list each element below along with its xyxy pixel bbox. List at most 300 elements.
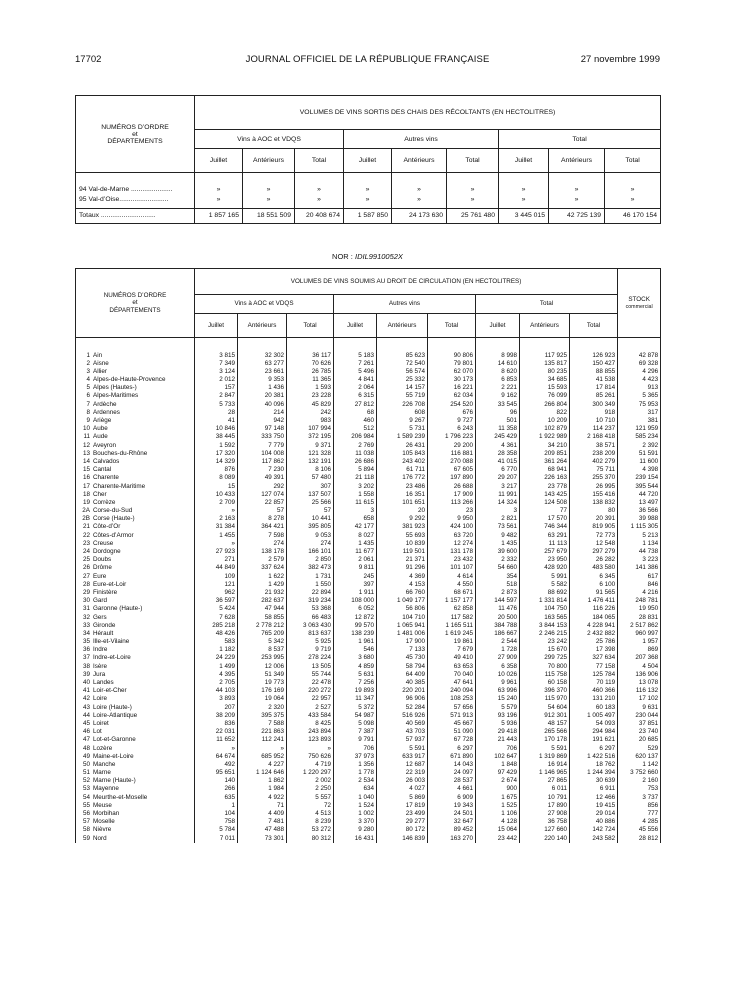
value-cell: 245 429	[476, 433, 520, 441]
value-cell: 571 913	[428, 712, 476, 720]
value-cell: 5 365	[618, 392, 661, 400]
value-cell: 5 733	[195, 401, 238, 409]
value-cell: 89 452	[428, 826, 476, 834]
department-name: Alpes-Maritimes	[93, 392, 139, 400]
department-cell	[76, 818, 195, 826]
department-cell	[76, 589, 195, 597]
spacer-cell	[195, 338, 238, 352]
value-cell: 243 402	[377, 458, 428, 466]
department-cell	[76, 450, 195, 458]
value-cell: 28 537	[428, 777, 476, 785]
value-cell: 76 099	[520, 392, 570, 400]
dep-header-line: et	[132, 299, 138, 307]
value-cell: 116 132	[618, 687, 661, 695]
value-cell: 876	[195, 466, 238, 474]
department-cell	[76, 442, 195, 450]
value-cell: 2 705	[195, 679, 238, 687]
spacer-cell	[287, 338, 334, 352]
value-cell: 121	[195, 581, 238, 589]
dep-header-line: et	[132, 130, 138, 138]
department-name: Doubs	[93, 556, 112, 564]
value-cell: 207	[195, 704, 238, 712]
value-cell: 516 926	[377, 712, 428, 720]
value-cell: 1 862	[238, 777, 287, 785]
value-cell: 10 209	[520, 417, 570, 425]
spacer-cell	[618, 338, 661, 352]
value-cell: 395 375	[238, 712, 287, 720]
value-cell: 4 361	[476, 442, 520, 450]
department-number: 46	[82, 728, 90, 736]
department-number: 51	[82, 769, 90, 777]
value-cell: 29 207	[476, 474, 520, 482]
value-cell: 55 693	[377, 532, 428, 540]
value-cell: 3 217	[476, 483, 520, 491]
department-cell	[76, 769, 195, 777]
value-cell: 4 228 941	[570, 622, 618, 630]
value-cell: 57	[238, 507, 287, 515]
value-cell: 4 614	[428, 573, 476, 581]
value-cell: 3 223	[618, 556, 661, 564]
value-cell: 109	[195, 573, 238, 581]
value-cell: 170 178	[520, 736, 570, 744]
value-cell: »	[243, 195, 295, 205]
department-cell	[76, 523, 195, 531]
value-cell: 17 570	[520, 515, 570, 523]
department-cell	[76, 745, 195, 753]
value-cell: 7 256	[334, 679, 377, 687]
table-row	[76, 491, 661, 499]
total-value: 1 587 850	[344, 209, 392, 224]
table-row	[76, 483, 661, 491]
table-wines-circulation	[75, 268, 661, 843]
value-cell: 265 566	[520, 728, 570, 736]
value-cell: 22 478	[287, 679, 334, 687]
department-cell	[76, 835, 195, 843]
table-row	[76, 474, 661, 482]
value-cell: 6 297	[428, 745, 476, 753]
value-cell: 104 008	[238, 450, 287, 458]
spacer-cell	[76, 173, 195, 185]
department-number: 50	[82, 760, 90, 768]
value-cell: 402 279	[570, 458, 618, 466]
value-cell: 11 677	[334, 548, 377, 556]
value-cell: 15 064	[476, 826, 520, 834]
spacer-cell	[428, 338, 476, 352]
value-cell: 433 584	[287, 712, 334, 720]
group-aoc: Vins à AOC et VDQS	[195, 130, 344, 149]
value-cell: 19 861	[428, 638, 476, 646]
spacer-cell	[447, 173, 499, 185]
value-cell: 23 242	[520, 638, 570, 646]
value-cell: 39 988	[618, 515, 661, 523]
dep-header-line: NUMÉROS D’ORDRE	[103, 292, 167, 300]
value-cell: 10 846	[195, 425, 238, 433]
value-cell: 117 582	[428, 614, 476, 622]
value-cell: 9 292	[377, 515, 428, 523]
value-cell: 2 432 882	[570, 630, 618, 638]
department-name: Morbihan	[93, 810, 120, 817]
department-number: 18	[82, 490, 90, 498]
department-cell	[76, 687, 195, 695]
value-cell: 220 272	[287, 687, 334, 695]
value-cell: 676	[428, 409, 476, 417]
subcol-header: Juillet	[476, 314, 520, 338]
value-cell: 20 381	[238, 392, 287, 400]
department-cell	[76, 646, 195, 654]
total-value: 18 551 509	[243, 209, 295, 224]
value-cell: 102 647	[476, 753, 520, 761]
stock-col-header	[618, 269, 661, 338]
value-cell: 7 349	[195, 360, 238, 368]
department-name: Alpes (Hautes-)	[93, 384, 137, 392]
department-cell	[76, 458, 195, 466]
value-cell: 102 879	[520, 425, 570, 433]
value-cell: 1 558	[334, 491, 377, 499]
value-cell: 16 431	[334, 835, 377, 843]
value-cell: 2 012	[195, 376, 238, 384]
spacer-cell	[238, 338, 287, 352]
department-cell	[76, 638, 195, 646]
value-cell: 5 098	[334, 720, 377, 728]
department-name: Eure	[93, 572, 107, 580]
value-cell: 913	[618, 384, 661, 392]
main-title: VOLUMES DE VINS SORTIS DES CHAIS DES RÉCOLTANTS (EN HECTOLITRES)	[195, 96, 661, 130]
value-cell: 5 936	[476, 720, 520, 728]
value-cell: 518	[476, 581, 520, 589]
value-cell: 97 148	[238, 425, 287, 433]
value-cell: 6 052	[334, 605, 377, 613]
subcol-header: Antérieurs	[243, 149, 295, 173]
value-cell: 750 626	[287, 753, 334, 761]
subcol-header: Antérieurs	[549, 149, 605, 173]
value-cell: 9 791	[334, 736, 377, 744]
value-cell: 706	[476, 745, 520, 753]
value-cell: 381	[618, 417, 661, 425]
value-cell: 12 466	[570, 794, 618, 802]
department-number: 33	[82, 621, 90, 629]
value-cell: 9 950	[428, 515, 476, 523]
group-total: Total	[476, 295, 618, 314]
value-cell: 384 788	[476, 622, 520, 630]
department-number: 48	[82, 744, 90, 752]
spacer-cell	[243, 173, 295, 185]
value-cell: 25 786	[570, 638, 618, 646]
value-cell: 3 370	[334, 818, 377, 826]
value-cell: 11 991	[476, 491, 520, 499]
department-cell	[76, 736, 195, 744]
value-cell: 141 386	[618, 564, 661, 572]
value-cell: 1 435	[334, 540, 377, 548]
department-number: 36	[82, 646, 90, 654]
value-cell: 1 331 814	[520, 597, 570, 605]
value-cell: 85 261	[570, 392, 618, 400]
value-cell: 243 582	[570, 835, 618, 843]
department-number: 47	[82, 736, 90, 744]
value-cell: 88 692	[520, 589, 570, 597]
value-cell: 983	[287, 417, 334, 425]
value-cell: 23 442	[476, 835, 520, 843]
value-cell: 29 277	[377, 818, 428, 826]
value-cell: »	[392, 195, 447, 205]
value-cell: 138 178	[238, 548, 287, 556]
value-cell: 1 984	[238, 785, 287, 793]
spacer-cell	[392, 173, 447, 185]
value-cell: 2 527	[287, 704, 334, 712]
department-name: Gard	[93, 597, 107, 605]
department-cell	[76, 785, 195, 793]
table-row	[76, 360, 661, 368]
value-cell: 77 158	[570, 663, 618, 671]
subcol-header: Total	[570, 314, 618, 338]
table-wines-from-cellars	[75, 95, 661, 224]
table-row	[76, 777, 661, 785]
value-cell: 45 667	[428, 720, 476, 728]
value-cell: 36 566	[618, 507, 661, 515]
value-cell: 266 804	[520, 401, 570, 409]
value-cell: 620 137	[618, 753, 661, 761]
value-cell: 6 345	[570, 573, 618, 581]
spacer-cell	[605, 173, 661, 185]
value-cell: 29 418	[476, 728, 520, 736]
subcol-header: Juillet	[499, 149, 549, 173]
table-row	[76, 679, 661, 687]
value-cell: 101 651	[377, 499, 428, 507]
value-cell: 1 550	[287, 581, 334, 589]
value-cell: 6 011	[520, 785, 570, 793]
value-cell: 220 140	[520, 835, 570, 843]
department-name: Aube	[93, 425, 108, 433]
value-cell: 685 952	[238, 753, 287, 761]
department-number: 5	[86, 384, 90, 392]
value-cell: »	[344, 195, 392, 205]
table-row	[76, 540, 661, 548]
value-cell: 70 800	[520, 663, 570, 671]
value-cell: 608	[377, 409, 428, 417]
table-row	[76, 671, 661, 679]
value-cell: 27 812	[334, 401, 377, 409]
department-cell	[76, 605, 195, 613]
value-cell: 2 246 215	[520, 630, 570, 638]
value-cell: 138 239	[334, 630, 377, 638]
value-cell: 220 201	[377, 687, 428, 695]
department-number: 57	[82, 818, 90, 826]
table-row	[76, 695, 661, 703]
value-cell: 5 582	[520, 581, 570, 589]
value-cell: 9 371	[287, 442, 334, 450]
department-cell	[76, 401, 195, 409]
value-cell: 2 320	[238, 704, 287, 712]
value-cell: 4 153	[377, 581, 428, 589]
value-cell: 635	[195, 794, 238, 802]
value-cell: 2 579	[238, 556, 287, 564]
value-cell: 58 794	[377, 663, 428, 671]
value-cell: 63 653	[428, 663, 476, 671]
value-cell: 327 634	[570, 654, 618, 662]
table-row	[76, 835, 661, 843]
table-row	[76, 687, 661, 695]
department-name: Indre	[93, 646, 108, 654]
department-cell	[76, 663, 195, 671]
department-name: Gironde	[93, 621, 116, 629]
department-cell	[76, 392, 195, 400]
value-cell: 354	[476, 573, 520, 581]
value-cell: 6 911	[570, 785, 618, 793]
value-cell: 1 911	[334, 589, 377, 597]
total-value: 20 408 674	[295, 209, 344, 224]
value-cell: 96	[476, 409, 520, 417]
value-cell: 21 371	[377, 556, 428, 564]
value-cell: 1 220 297	[287, 769, 334, 777]
value-cell: 2 821	[476, 515, 520, 523]
value-cell: 57	[287, 507, 334, 515]
value-cell: 40 886	[570, 818, 618, 826]
value-cell: »	[238, 745, 287, 753]
table-row	[76, 761, 661, 769]
value-cell: 11 600	[618, 458, 661, 466]
value-cell: 529	[618, 745, 661, 753]
department-cell	[76, 720, 195, 728]
table-row	[76, 499, 661, 507]
dep-col-header	[76, 96, 195, 173]
value-cell: 186 667	[476, 630, 520, 638]
value-cell: 7 230	[238, 466, 287, 474]
value-cell: 127 660	[520, 826, 570, 834]
subcol-header: Juillet	[195, 149, 243, 173]
value-cell: 28 831	[618, 614, 661, 622]
department-cell	[76, 483, 195, 491]
value-cell: 80 172	[377, 826, 428, 834]
value-cell: 176 772	[377, 474, 428, 482]
value-cell: 583	[195, 638, 238, 646]
value-cell: 8 089	[195, 474, 238, 482]
department-number: 28	[82, 580, 90, 588]
value-cell: 37 851	[618, 720, 661, 728]
value-cell: 70 040	[428, 671, 476, 679]
department-name: Finistère	[93, 588, 118, 596]
value-cell: 19 773	[238, 679, 287, 687]
value-cell: 364 421	[238, 523, 287, 531]
total-value: 1 857 165	[195, 209, 243, 224]
value-cell: 48 157	[520, 720, 570, 728]
totals-label: Totaux .............................	[76, 209, 195, 224]
value-cell: 9 053	[287, 532, 334, 540]
value-cell: 27 908	[520, 810, 570, 818]
value-cell: 17 814	[570, 384, 618, 392]
value-cell: 23 661	[238, 368, 287, 376]
value-cell: 2 674	[476, 777, 520, 785]
value-cell: 11 358	[476, 425, 520, 433]
value-cell: 257 679	[520, 548, 570, 556]
value-cell: 5 342	[238, 638, 287, 646]
value-cell: 9 280	[334, 826, 377, 834]
table-row	[76, 826, 661, 834]
table-row	[76, 818, 661, 826]
value-cell: 7 387	[334, 728, 377, 736]
value-cell: 1 065 941	[377, 622, 428, 630]
value-cell: 307	[287, 483, 334, 491]
value-cell: 80 235	[520, 368, 570, 376]
value-cell: 26 686	[334, 458, 377, 466]
value-cell: 294 984	[570, 728, 618, 736]
value-cell: 1 422 516	[570, 753, 618, 761]
value-cell: 243 894	[287, 728, 334, 736]
department-cell	[76, 753, 195, 761]
value-cell: 30 173	[428, 376, 476, 384]
value-cell: 115 758	[520, 671, 570, 679]
department-cell	[76, 597, 195, 605]
department-name: Nièvre	[93, 826, 112, 834]
department-number: 53	[82, 785, 90, 793]
value-cell: 1 622	[238, 573, 287, 581]
value-cell: 4 841	[334, 376, 377, 384]
value-cell: 127 074	[238, 491, 287, 499]
value-cell: 48 426	[195, 630, 238, 638]
value-cell: 17 909	[428, 491, 476, 499]
value-cell: 9 631	[618, 704, 661, 712]
value-cell: 271	[195, 556, 238, 564]
totals-row	[76, 209, 661, 224]
table-row	[76, 564, 661, 572]
table-row	[76, 401, 661, 409]
department-name: Loire (Haute-)	[93, 703, 132, 711]
value-cell: 22 957	[287, 695, 334, 703]
department-number: 32	[82, 613, 90, 621]
value-cell: 1 524	[334, 802, 377, 810]
value-cell: 5 991	[520, 573, 570, 581]
value-cell: 1 146 965	[520, 769, 570, 777]
value-cell: 104 750	[520, 605, 570, 613]
spacer-cell	[295, 173, 344, 185]
value-cell: 5 496	[334, 368, 377, 376]
value-cell: 856	[618, 802, 661, 810]
department-cell	[76, 409, 195, 417]
value-cell: 5 784	[195, 826, 238, 834]
table-row	[76, 785, 661, 793]
value-cell: 20 500	[476, 614, 520, 622]
value-cell: 5 213	[618, 532, 661, 540]
total-value: 24 173 630	[392, 209, 447, 224]
value-cell: 163 565	[520, 614, 570, 622]
department-number: 21	[82, 523, 90, 531]
value-cell: 396 370	[520, 687, 570, 695]
value-cell: 36 117	[287, 352, 334, 360]
value-cell: 918	[570, 409, 618, 417]
department-name: 94 Val-de-Marne ......................	[76, 185, 195, 195]
value-cell: 17 102	[618, 695, 661, 703]
department-cell	[76, 540, 195, 548]
department-cell	[76, 384, 195, 392]
department-name: Loir-et-Cher	[93, 687, 127, 695]
department-name: Ille-et-Vilaine	[93, 638, 130, 646]
value-cell: 23 432	[428, 556, 476, 564]
department-number: 25	[82, 556, 90, 564]
table-row	[76, 605, 661, 613]
value-cell: 12 006	[238, 663, 287, 671]
department-name: Landes	[93, 679, 114, 686]
value-cell: 585 234	[618, 433, 661, 441]
department-name: Corse-du-Sud	[93, 507, 133, 515]
value-cell: 3 202	[334, 483, 377, 491]
department-name: Ariège	[93, 417, 112, 424]
value-cell: 115 970	[520, 695, 570, 703]
value-cell: 337 624	[238, 564, 287, 572]
value-cell: 395 805	[287, 523, 334, 531]
value-cell: 962	[195, 589, 238, 597]
value-cell: 758	[195, 818, 238, 826]
value-cell: 1 157 177	[428, 597, 476, 605]
value-cell: 274	[238, 540, 287, 548]
department-name: Aveyron	[93, 441, 116, 449]
